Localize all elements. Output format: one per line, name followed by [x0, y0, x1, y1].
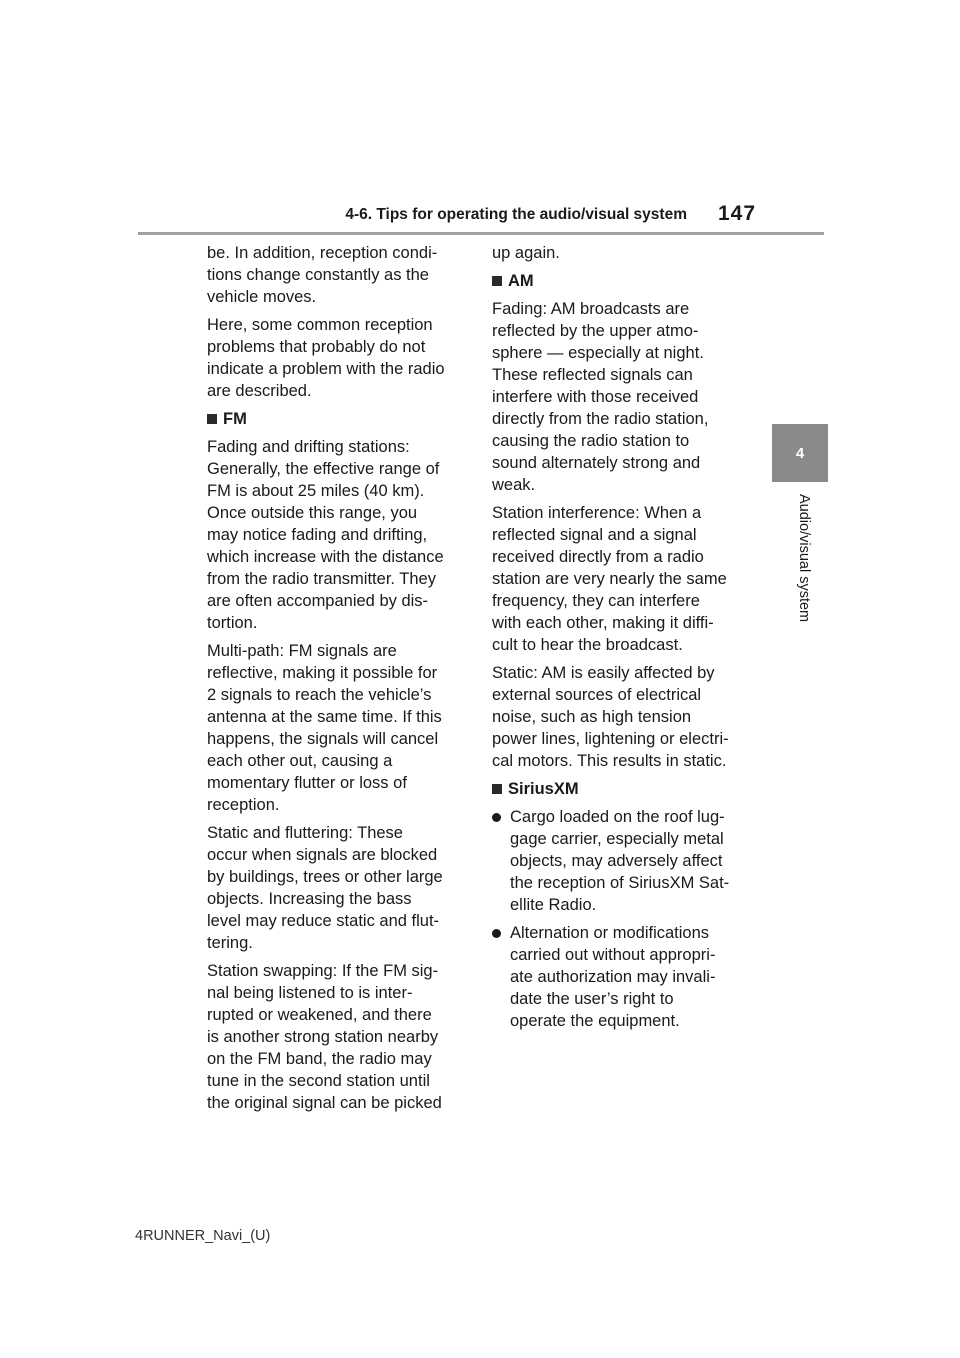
paragraph: Static: AM is easily affected by external sources of electrical noise, such as high tension power lines, lightening or electri- cal motors. This results in static.	[492, 664, 729, 770]
square-bullet-icon	[492, 784, 502, 794]
paragraph: be. In addition, reception condi- tions change constantly as the vehicle moves.	[207, 244, 438, 306]
left-column	[207, 242, 469, 1120]
siriusxm-heading	[492, 778, 750, 800]
model-code: 4RUNNER_Navi_(U)	[135, 1228, 271, 1244]
round-bullet-icon	[492, 813, 501, 822]
paragraph: Fading and drifting stations: Generally, the effective range of FM is about 25 miles (40 km). Once outside this range, you may notice fading and drifting, which increase with the distance from the radio transmitter. They are often accompanied by dis- tortion.	[207, 438, 444, 632]
chapter-tab	[772, 424, 828, 482]
list-item	[492, 922, 750, 1032]
square-bullet-icon	[207, 414, 217, 424]
am-heading	[492, 270, 750, 292]
right-column	[492, 242, 750, 1038]
paragraph: up again.	[492, 244, 560, 262]
paragraph: Station swapping: If the FM sig- nal being listened to is inter- rupted or weakened, and there is another strong station nearby on the FM band, the radio may tune in the second station until the original signal can be picked	[207, 962, 442, 1112]
paragraph: Multi-path: FM signals are reflective, making it possible for 2 signals to reach the vehicle’s antenna at the same time. If this happens, the signals will cancel each other out, causing a momentary flutter or loss of reception.	[207, 642, 442, 814]
header-rule	[138, 232, 824, 235]
paragraph: Here, some common reception problems that probably do not indicate a problem with the radio are described.	[207, 316, 445, 400]
list-item	[492, 806, 750, 916]
paragraph: Station interference: When a reflected signal and a signal received directly from a radio station are very nearly the same frequency, they can interfere with each other, making it diffi- cult to hear the broadcast.	[492, 504, 727, 654]
chapter-number: 4	[795, 444, 805, 462]
heading-label: FM	[223, 410, 247, 428]
list-item-text: Alternation or modifications carried out without appropri- ate authorization may invali- date the user’s right to operate the equipment.	[510, 924, 716, 1030]
paragraph: Static and fluttering: These occur when signals are blocked by buildings, trees or other large objects. Increasing the bass level may reduce static and flut- tering.	[207, 824, 443, 952]
page-number: 147	[718, 202, 757, 225]
section-title: 4-6. Tips for operating the audio/visual system	[345, 206, 687, 223]
heading-label: AM	[508, 272, 534, 290]
square-bullet-icon	[492, 276, 502, 286]
paragraph: Fading: AM broadcasts are reflected by the upper atmo- sphere — especially at night. These reflected signals can interfere with those received directly from the radio station, causing the radio station to sound alternately strong and weak.	[492, 300, 709, 494]
heading-label: SiriusXM	[508, 780, 579, 798]
list-item-text: Cargo loaded on the roof lug- gage carrier, especially metal objects, may adversely affect the reception of SiriusXM Sat- ellite Radio.	[510, 808, 730, 914]
fm-heading	[207, 408, 469, 430]
round-bullet-icon	[492, 929, 501, 938]
chapter-label: Audio/visual system	[796, 494, 812, 623]
